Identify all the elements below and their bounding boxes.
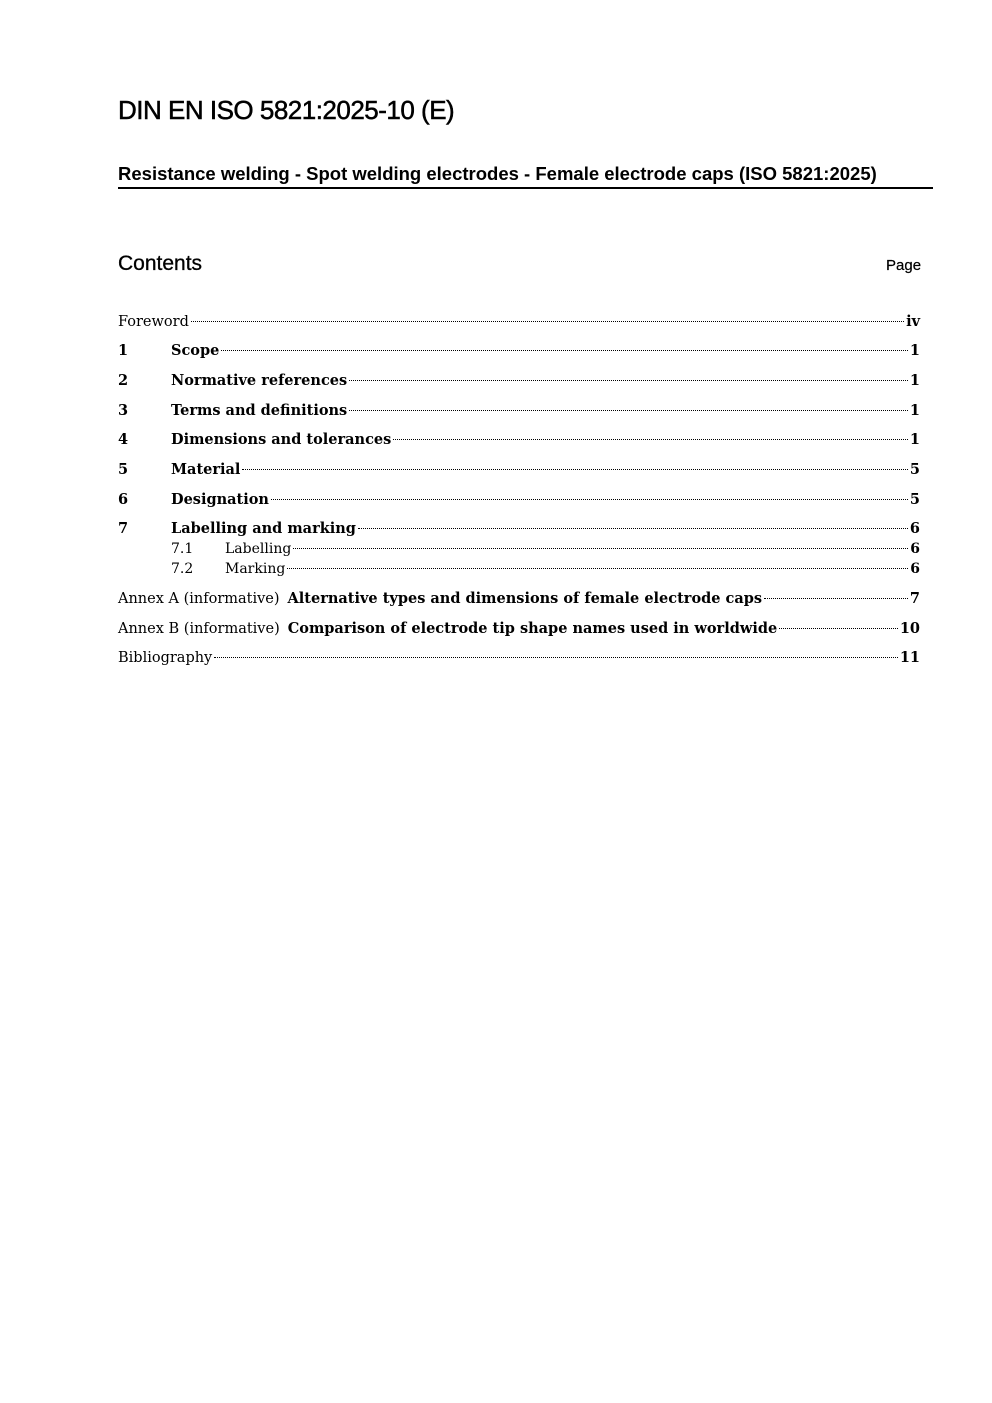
toc-entry-number: 7.1 (171, 541, 194, 557)
toc-entry-number: 3 (118, 402, 129, 419)
toc-entry-label: Dimensions and tolerances (171, 431, 392, 448)
toc-entry-label: Labelling and marking (171, 520, 356, 537)
page-column-label: Page (886, 257, 922, 274)
document-title: Resistance welding - Spot welding electrodes - Female electrode caps (ISO 5821:2025) (118, 163, 933, 189)
toc-entry-terms-and-definitions[interactable] (118, 400, 920, 422)
toc-entry-page: 7 (909, 590, 920, 607)
toc-dot-leader (358, 528, 908, 529)
toc-entry-labelling-and-marking[interactable] (118, 518, 920, 540)
toc-dot-leader (191, 321, 904, 322)
toc-entry-label: Foreword (118, 314, 189, 330)
toc-entry-label: Normative references (171, 372, 348, 389)
toc-entry-page: 1 (909, 402, 920, 419)
toc-entry-label: Material (171, 461, 241, 478)
toc-dot-leader (349, 410, 908, 411)
toc-dot-leader (242, 469, 907, 470)
toc-annex-prefix: Annex A (informative) (118, 591, 280, 607)
toc-entry-page: 6 (910, 541, 920, 557)
toc-entry-annex-b[interactable] (118, 618, 920, 640)
toc-entry-page: 1 (909, 431, 920, 448)
toc-entry-number: 4 (118, 431, 129, 448)
toc-entry-marking[interactable] (118, 559, 920, 579)
toc-entry-scope[interactable] (118, 340, 920, 362)
document-identifier: DIN EN ISO 5821:2025-10 (E) (118, 95, 455, 125)
toc-dot-leader (221, 350, 908, 351)
toc-entry-label: Labelling (225, 541, 292, 557)
toc-dot-leader (271, 499, 908, 500)
toc-annex-prefix: Annex B (informative) (118, 621, 280, 637)
toc-entry-label: Designation (171, 491, 269, 508)
toc-entry-number: 7.2 (171, 561, 194, 577)
toc-entry-annex-a[interactable] (118, 588, 920, 610)
toc-entry-label: Terms and definitions (171, 402, 348, 419)
toc-entry-page: 6 (910, 561, 920, 577)
toc-entry-number: 7 (118, 520, 129, 537)
toc-entry-page: 1 (909, 342, 920, 359)
toc-entry-dimensions-and-tolerances[interactable] (118, 429, 920, 451)
toc-entry-page: iv (906, 313, 920, 330)
toc-entry-number: 1 (118, 342, 129, 359)
toc-entry-page: 1 (909, 372, 920, 389)
toc-entry-foreword[interactable] (118, 311, 920, 333)
toc-entry-bibliography[interactable] (118, 647, 920, 669)
contents-heading: Contents (118, 252, 203, 275)
toc-entry-designation[interactable] (118, 489, 920, 511)
toc-dot-leader (779, 628, 898, 629)
toc-entry-number: 6 (118, 491, 129, 508)
toc-entry-label: Comparison of electrode tip shape names used in worldwide (287, 620, 778, 637)
toc-entry-page: 10 (899, 620, 920, 637)
toc-entry-label: Marking (225, 561, 286, 577)
toc-entry-page: 5 (909, 491, 920, 508)
toc-dot-leader (287, 568, 908, 569)
toc-dot-leader (393, 439, 908, 440)
toc-entry-page: 6 (909, 520, 920, 537)
toc-dot-leader (293, 548, 908, 549)
toc-entry-material[interactable] (118, 459, 920, 481)
toc-entry-labelling[interactable] (118, 539, 920, 559)
toc-entry-number: 5 (118, 461, 129, 478)
toc-entry-number: 2 (118, 372, 129, 389)
toc-dot-leader (349, 380, 908, 381)
toc-dot-leader (764, 598, 908, 599)
toc-entry-page: 5 (909, 461, 920, 478)
toc-entry-normative-references[interactable] (118, 370, 920, 392)
toc-entry-label: Scope (171, 342, 220, 359)
toc-entry-label: Bibliography (118, 650, 213, 666)
toc-entry-page: 11 (899, 649, 920, 666)
toc-dot-leader (214, 657, 898, 658)
toc-entry-label: Alternative types and dimensions of female electrode caps (287, 590, 763, 607)
